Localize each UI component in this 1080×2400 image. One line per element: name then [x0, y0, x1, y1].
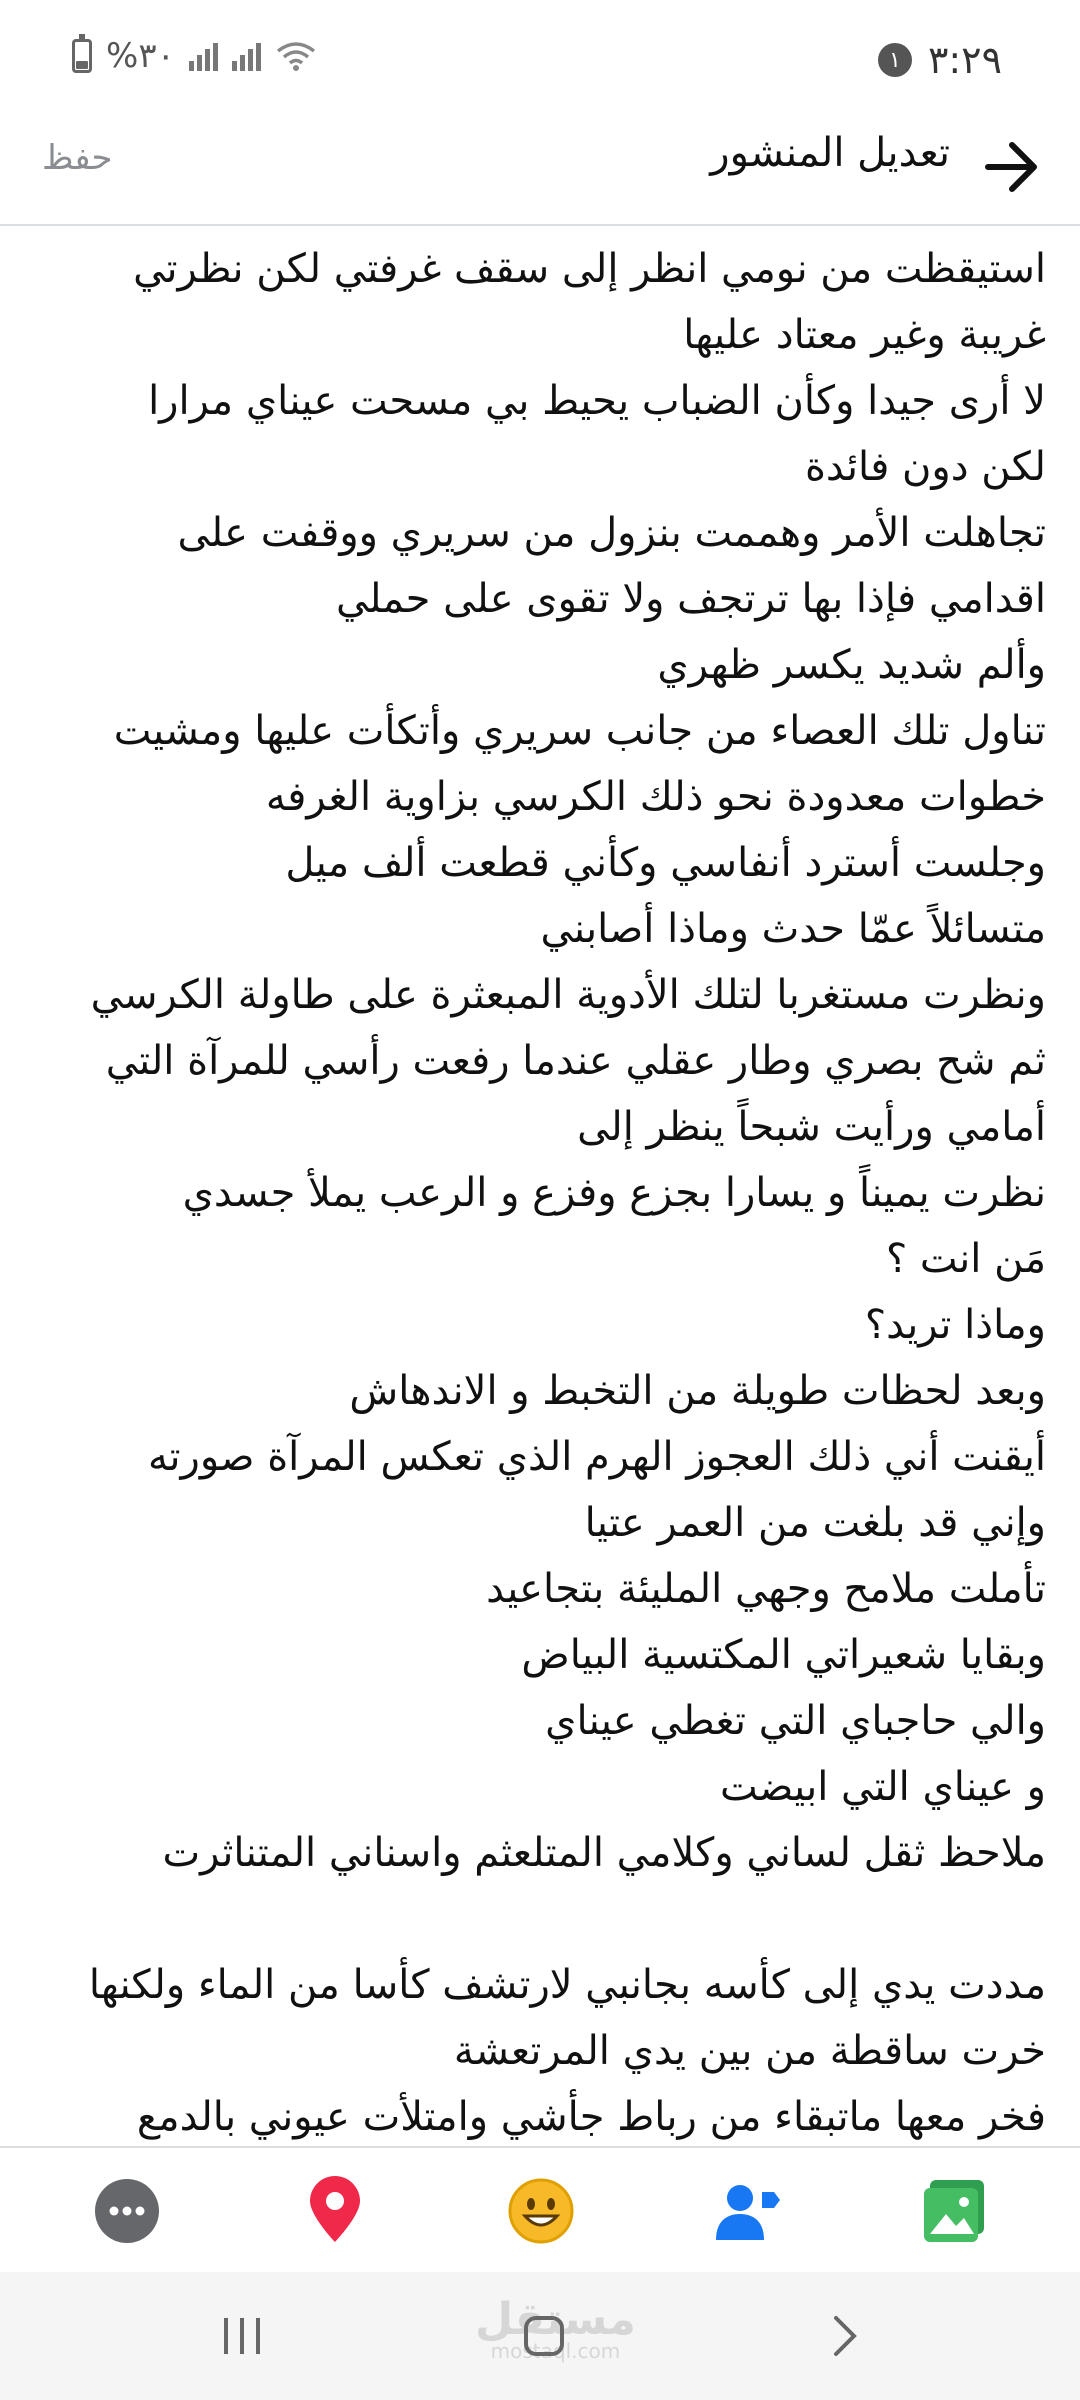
- home-icon[interactable]: [520, 2312, 568, 2360]
- post-text-line: غريبة وغير معتاد عليها: [683, 312, 1046, 358]
- status-bar: [0, 0, 1080, 110]
- back-icon[interactable]: [820, 2312, 868, 2360]
- post-text-line: خطوات معدودة نحو ذلك الكرسي بزاوية الغرفه: [265, 774, 1046, 820]
- post-text-line: تأملت ملامح وجهي المليئة بتجاعيد: [486, 1566, 1046, 1612]
- attachment-toolbar: [0, 2146, 1080, 2274]
- post-text-line: تجاهلت الأمر وهممت بنزول من سريري ووقفت على: [177, 510, 1046, 556]
- post-text-line: نظرت يميناً و يسارا بجزع وفزع و الرعب يملأ جسدي: [182, 1170, 1046, 1216]
- signal-icon-2: [232, 41, 261, 71]
- post-text-line: ملاحظ ثقل لساني وكلامي المتلعثم واسناني المتناثرت: [162, 1830, 1046, 1876]
- post-text-line: مَن انت ؟: [885, 1236, 1046, 1282]
- post-text-line: مددت يدي إلى كأسه بجانبي لارتشف كأسا من الماء ولكنها: [88, 1962, 1046, 2008]
- page-title: تعديل المنشور: [710, 130, 950, 176]
- status-time-group: [878, 38, 1002, 82]
- post-text-line: أمامي ورأيت شبحاً ينظر إلى: [577, 1104, 1046, 1150]
- app-header: [0, 110, 1080, 226]
- photo-icon[interactable]: [920, 2176, 990, 2246]
- back-arrow-icon[interactable]: [976, 132, 1046, 202]
- post-text-line: وجلست أسترد أنفاسي وكأني قطعت ألف ميل: [285, 840, 1046, 886]
- post-text-line: و عيناي التي ابيضت: [720, 1764, 1046, 1810]
- post-text-line: وماذا تريد؟: [864, 1302, 1046, 1348]
- tag-people-icon[interactable]: [712, 2176, 782, 2246]
- post-text-area[interactable]: [0, 236, 1080, 2146]
- notification-badge: ١: [878, 43, 912, 77]
- post-text-line: والي حاجباي التي تغطي عيناي: [545, 1698, 1046, 1744]
- post-text-line: لكن دون فائدة: [804, 444, 1046, 490]
- post-text-line: متسائلاً عمّا حدث وماذا أصابني: [540, 906, 1046, 952]
- system-nav-bar: [0, 2272, 1080, 2400]
- watermark-ar: مستقل: [475, 2294, 636, 2345]
- post-text-line: ثم شح بصري وطار عقلي عندما رفعت رأسي للمرآة التي: [105, 1038, 1046, 1084]
- feeling-icon[interactable]: [506, 2176, 576, 2246]
- post-text-line: وإني قد بلغت من العمر عتيا: [584, 1500, 1046, 1546]
- post-text-line: ونظرت مستغربا لتلك الأدوية المبعثرة على طاولة الكرسي: [90, 972, 1046, 1018]
- save-button[interactable]: حفظ: [42, 138, 113, 178]
- post-text-line: أيقنت أني ذلك العجوز الهرم الذي تعكس المرآة صورته: [147, 1434, 1046, 1480]
- location-icon[interactable]: [300, 2176, 370, 2246]
- post-text-line: استيقظت من نومي انظر إلى سقف غرفتي لكن نظرتي: [133, 246, 1046, 292]
- wifi-icon: [275, 39, 317, 73]
- post-text-line: فخر معها ماتبقاء من رباط جأشي وامتلأت عيوني بالدمع: [136, 2094, 1046, 2140]
- post-text-line: لا أرى جيدا وكأن الضباب يحيط بي مسحت عيناي مرارا: [148, 378, 1046, 424]
- post-text-line: وبعد لحظات طويلة من التخبط و الاندهاش: [349, 1368, 1046, 1414]
- more-icon[interactable]: [92, 2176, 162, 2246]
- post-editor[interactable]: [0, 236, 1080, 2146]
- post-text-line: تناول تلك العصاء من جانب سريري وأتكأت عليها ومشيت: [113, 708, 1046, 754]
- post-text-line: وبقايا شعيراتي المكتسية البياض: [521, 1632, 1046, 1678]
- post-text-line: وألم شديد يكسر ظهري: [657, 642, 1046, 688]
- battery-percent: %٣٠: [106, 36, 175, 76]
- watermark-latin: mostaql.com: [490, 2339, 621, 2363]
- post-text-line: اقدامي فإذا بها ترتجف ولا تقوى على حملي: [335, 576, 1046, 622]
- status-time: ٣:٢٩: [927, 38, 1002, 82]
- status-icons: [72, 36, 317, 76]
- post-text-line: [50, 1886, 1046, 1952]
- recent-apps-icon[interactable]: [218, 2312, 266, 2360]
- post-text-line: خرت ساقطة من بين يدي المرتعشة: [453, 2028, 1046, 2074]
- battery-icon: [72, 39, 92, 73]
- battery-level: [76, 61, 88, 69]
- signal-icon: [189, 41, 218, 71]
